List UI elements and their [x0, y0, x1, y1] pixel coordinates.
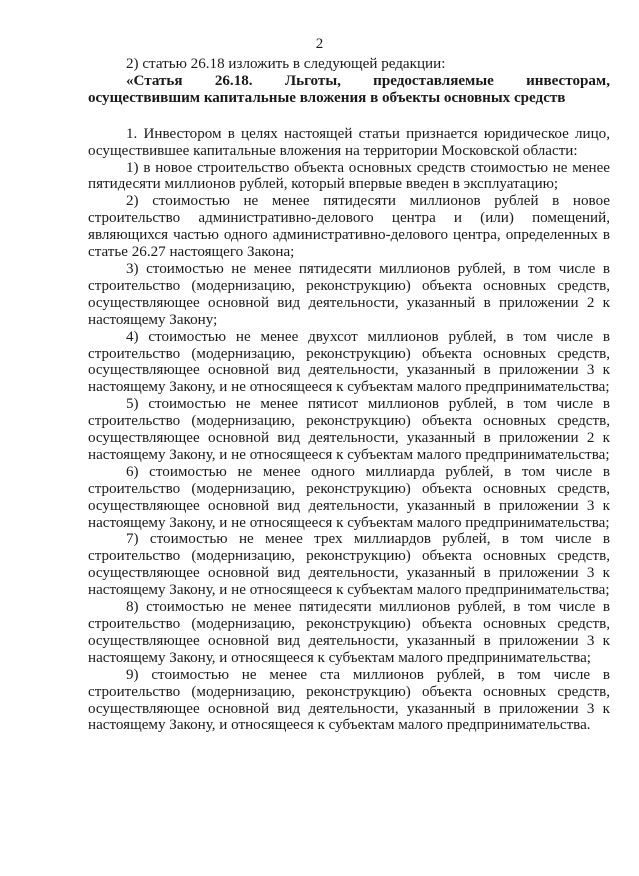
list-item-3: 3) стоимостью не менее пятидесяти миллионов рублей, в том числе в строительство (модернизацию, реконструкцию) объекта основных средств, осуществляющее основной вид деятельности, указанный в приложении 2 к настоящему Закону;	[88, 260, 610, 328]
page-number: 2	[315, 36, 324, 52]
spacer	[88, 107, 610, 126]
list-item-5: 5) стоимостью не менее пятисот миллионов рублей, в том числе в строительство (модернизацию, реконструкцию) объекта основных средств, осуществляющее основной вид деятельности, указанный в приложении 2 к настоящему Закону, и не относящееся к субъектам малого предпринимательства;	[88, 396, 610, 463]
document-body	[88, 56, 610, 734]
list-item-9: 9) стоимостью не менее ста миллионов рублей, в том числе в строительство (модернизацию, реконструкцию) объекта основных средств, осуществляющее основной вид деятельности, указанный в приложении 3 к настоящему Закону, и относящееся к субъектам малого предпринимательства.	[88, 666, 610, 734]
list-item-4: 4) стоимостью не менее двухсот миллионов рублей, в том числе в строительство (модернизацию, реконструкцию) объекта основных средств, осуществляющее основной вид деятельности, указанный в приложении 3 к настоящему Закону, и не относящееся к субъектам малого предпринимательства;	[88, 328, 610, 396]
list-item-1: 1) в новое строительство объекта основных средств стоимостью не менее пятидесяти миллионов рублей, который впервые введен в эксплуатацию;	[88, 159, 610, 193]
list-item-7: 7) стоимостью не менее трех миллиардов рублей, в том числе в строительство (модернизацию, реконструкцию) объекта основных средств, осуществляющее основной вид деятельности, указанный в приложении 3 к настоящему Закону, и не относящееся к субъектам малого предпринимательства;	[88, 531, 610, 599]
list-item-6: 6) стоимостью не менее одного миллиарда рублей, в том числе в строительство (модернизацию, реконструкцию) объекта основных средств, осуществляющее основной вид деятельности, указанный в приложении 3 к настоящему Закону, и не относящееся к субъектам малого предпринимательства;	[88, 463, 610, 531]
amendment-intro: 2) статью 26.18 изложить в следующей редакции:	[126, 56, 446, 72]
paragraph-1: 1. Инвестором в целях настоящей статьи признается юридическое лицо, осуществившее капитальные вложения на территории Московской области:	[88, 125, 610, 159]
list-item-8: 8) стоимостью не менее пятидесяти миллионов рублей, в том числе в строительство (модернизацию, реконструкцию) объекта основных средств, осуществляющее основной вид деятельности, указанный в приложении 3 к настоящему Закону, и относящееся к субъектам малого предпринимательства;	[88, 599, 610, 666]
list-item-2: 2) стоимостью не менее пятидесяти миллионов рублей в новое строительство административно-делового центра и (или) помещений, являющихся частью одного административно-делового центра, определенных в статье 26.27 настоящего Закона;	[88, 193, 610, 261]
article-title: «Статья 26.18. Льготы, предоставляемые инвесторам, осуществившим капитальные вложения в объекты основных средств	[88, 72, 610, 106]
